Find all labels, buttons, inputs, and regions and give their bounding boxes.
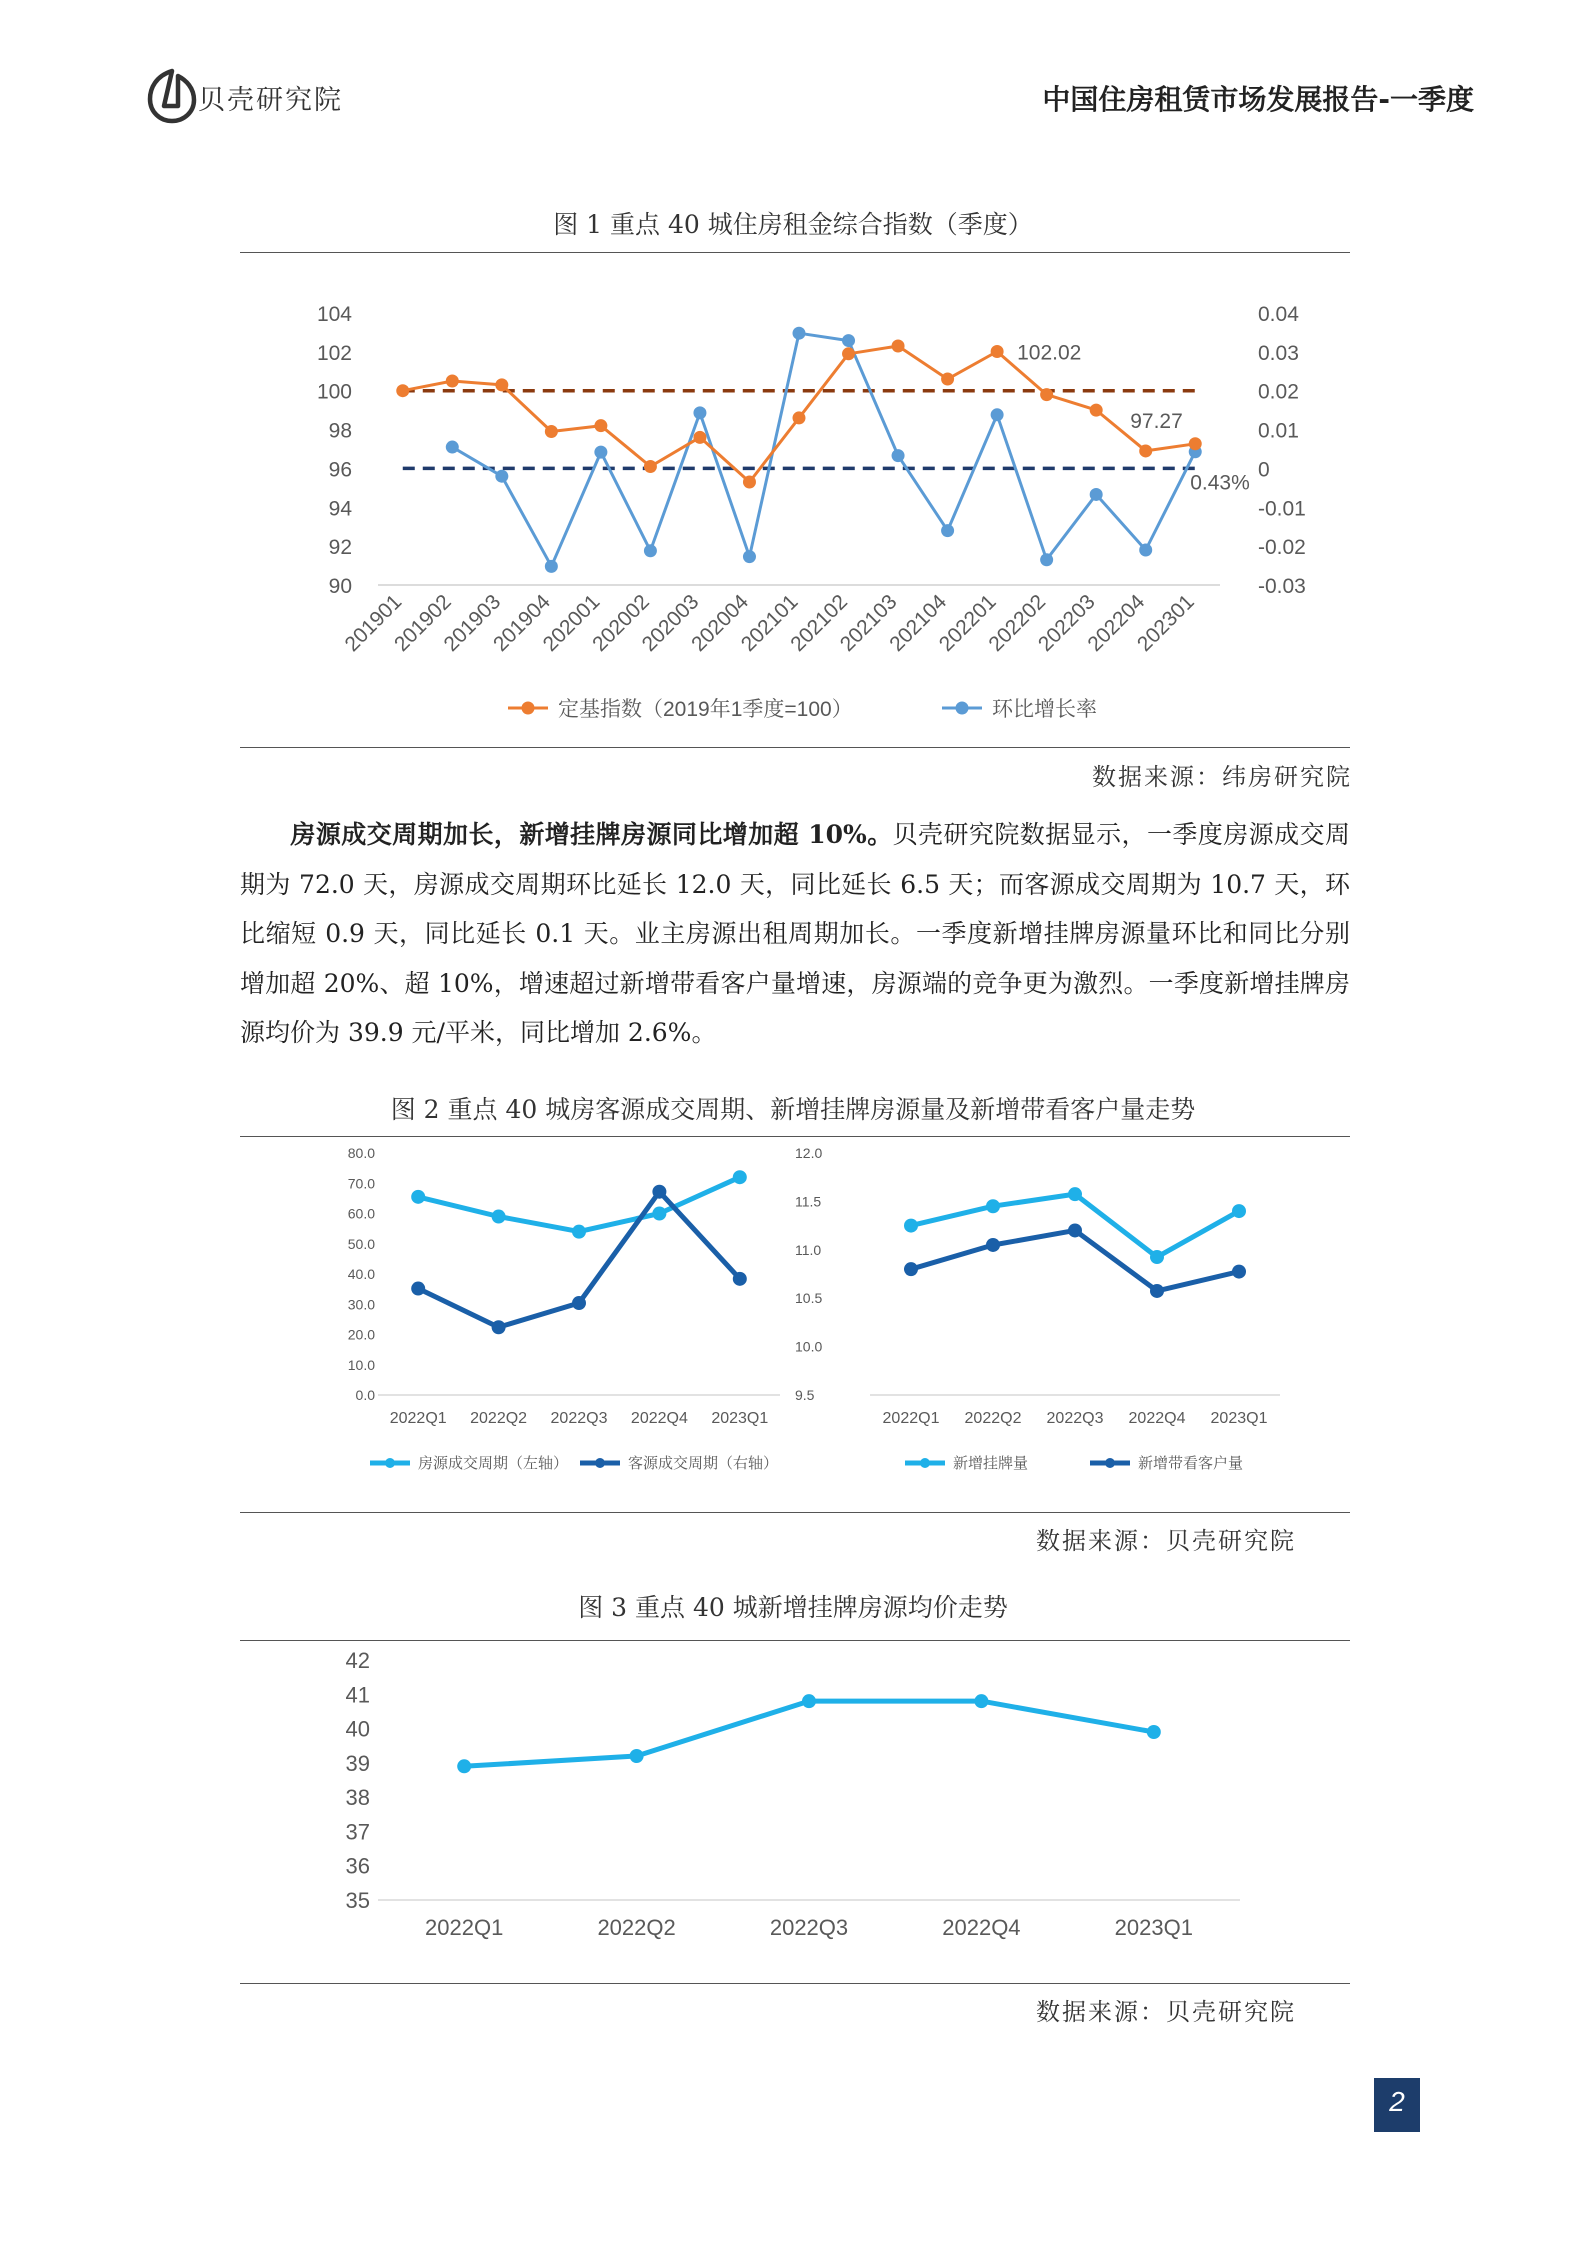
fig2-right-tick: 11.5: [795, 1193, 822, 1210]
fig1-rate-point: [793, 327, 806, 340]
fig2-right-x-tick: 2022Q4: [1128, 1410, 1186, 1427]
fig3-avg-price-point: [802, 1694, 816, 1708]
fig1-right-tick: -0.03: [1258, 575, 1306, 598]
fig2-right-tick: 12.0: [795, 1145, 823, 1161]
fig2-legend-label: 客源成交周期（右轴）: [628, 1455, 779, 1472]
fig2-left-tick: 40.0: [347, 1266, 375, 1282]
fig1-right-tick: 0: [1258, 458, 1270, 482]
fig2-new-listing-point: [986, 1199, 1000, 1213]
fig1-data-label: 0.43%: [1190, 471, 1250, 495]
fig2-house-cycle-point: [652, 1207, 666, 1221]
fig2-legend-marker: [920, 1458, 930, 1468]
fig3-x-tick: 2022Q4: [942, 1915, 1021, 1940]
fig2-left-x-tick: 2022Q2: [470, 1410, 528, 1427]
figure3-source: 数据来源：贝壳研究院: [1036, 1998, 1296, 2026]
fig3-avg-price-point: [974, 1694, 988, 1708]
fig2-legend-marker: [385, 1458, 395, 1468]
fig1-index-point: [594, 419, 607, 432]
figure3-bottom-rule: [240, 1983, 1350, 1984]
fig2-left-tick: 60.0: [347, 1205, 375, 1222]
fig1-x-tick: 201902: [390, 590, 456, 657]
fig2-left-tick: 10.0: [347, 1356, 375, 1373]
fig1-rate-point: [892, 449, 905, 462]
fig1-legend-label: 环比增长率: [992, 698, 1097, 721]
fig2-client-cycle-point: [733, 1272, 747, 1286]
fig1-right-tick: 0.04: [1258, 303, 1299, 326]
fig3-x-tick: 2022Q3: [769, 1915, 849, 1940]
fig1-rate-point: [594, 446, 607, 459]
fig1-legend-marker: [956, 702, 969, 715]
fig1-x-tick: 202201: [934, 590, 1001, 657]
figure1-source: 数据来源：纬房研究院: [1092, 763, 1352, 791]
fig1-legend-marker: [522, 702, 535, 715]
fig1-index-point: [743, 476, 756, 489]
fig2-legend-label: 新增挂牌量: [953, 1455, 1029, 1472]
fig1-index-point: [892, 340, 905, 353]
fig2-client-cycle-point: [572, 1296, 586, 1310]
fig1-right-tick: 0.01: [1258, 419, 1299, 443]
figure1-bottom-rule: [240, 747, 1350, 748]
fig1-data-label: 102.02: [1017, 341, 1082, 365]
fig1-index-point: [446, 375, 459, 388]
fig2-right-tick: 9.5: [795, 1387, 815, 1403]
fig2-new-viewer-point: [1232, 1265, 1246, 1279]
fig2-right-x-tick: 2023Q1: [1210, 1410, 1268, 1427]
fig2-legend-label: 房源成交周期（左轴）: [418, 1455, 569, 1472]
fig2-house-cycle-point: [492, 1210, 506, 1224]
fig1-x-tick: 202004: [687, 590, 754, 657]
fig3-y-tick: 40: [345, 1716, 370, 1742]
fig2-right-x-tick: 2022Q1: [882, 1410, 940, 1427]
fig1-rate-point: [495, 470, 508, 483]
figure1-title: 图 1 重点 40 城住房租金综合指数（季度）: [553, 210, 1033, 239]
fig1-x-tick: 202002: [588, 590, 654, 657]
fig1-left-tick: 90: [328, 575, 352, 598]
figure3-top-rule: [240, 1640, 1350, 1641]
fig3-y-tick: 38: [345, 1785, 370, 1811]
fig1-data-label: 97.27: [1130, 409, 1183, 433]
fig1-rate-point: [644, 544, 657, 557]
fig2-house-cycle-point: [411, 1190, 425, 1204]
fig1-rate-point: [693, 406, 706, 419]
fig3-avg-price-point: [630, 1749, 644, 1763]
fig1-right-tick: -0.02: [1258, 536, 1306, 560]
report-title: 中国住房租赁市场发展报告-一季度: [1042, 83, 1474, 116]
figure2-bottom-rule: [240, 1512, 1350, 1513]
fig3-avg-price-point: [1147, 1725, 1161, 1739]
logo-icon: [142, 66, 202, 126]
fig2-left-tick: 30.0: [347, 1296, 375, 1313]
fig1-left-tick: 104: [316, 303, 352, 326]
fig2-new-listing-point: [904, 1219, 918, 1233]
fig2-left-tick: 80.0: [347, 1145, 375, 1161]
fig1-left-tick: 94: [328, 497, 352, 521]
fig1-rate-point: [941, 524, 954, 537]
fig1-left-tick: 96: [328, 458, 352, 482]
body-paragraph: [240, 810, 1350, 1058]
fig1-index-point: [1090, 404, 1103, 417]
fig1-right-tick: -0.01: [1258, 497, 1306, 521]
figure2-top-rule: [240, 1136, 1350, 1137]
fig3-y-tick: 37: [345, 1819, 370, 1845]
fig3-x-tick: 2022Q2: [597, 1915, 676, 1940]
fig3-y-tick: 36: [345, 1853, 370, 1879]
fig1-x-tick: 201901: [340, 590, 407, 657]
fig1-index-point: [693, 431, 706, 444]
fig1-x-tick: 202101: [736, 590, 803, 657]
fig2-left-tick: 50.0: [347, 1235, 375, 1252]
fig1-index-point: [941, 373, 954, 386]
fig1-rate-point: [1040, 553, 1053, 566]
fig2-new-viewer-point: [986, 1238, 1000, 1252]
figure1-chart: [240, 260, 1350, 740]
fig2-right-tick: 10.0: [795, 1338, 823, 1355]
fig2-client-cycle-point: [492, 1320, 506, 1334]
fig1-rate-point: [545, 560, 558, 573]
fig1-right-tick: 0.02: [1258, 380, 1299, 404]
fig2-new-listing-point: [1150, 1250, 1164, 1264]
fig2-new-viewer-point: [904, 1262, 918, 1276]
fig2-right-x-tick: 2022Q3: [1046, 1410, 1104, 1427]
fig1-rate-point: [1139, 544, 1152, 557]
fig1-index-point: [1040, 388, 1053, 401]
fig1-index-point: [396, 384, 409, 397]
fig2-house-cycle-point: [572, 1225, 586, 1239]
fig1-legend-label: 定基指数（2019年1季度=100）: [558, 698, 853, 721]
fig3-y-tick: 35: [345, 1888, 370, 1913]
fig2-right-tick: 10.5: [795, 1290, 823, 1307]
fig3-x-tick: 2023Q1: [1114, 1915, 1193, 1940]
fig3-y-tick: 41: [345, 1682, 370, 1708]
fig1-rate-point: [743, 550, 756, 563]
fig1-x-tick: 202301: [1132, 590, 1199, 657]
fig1-left-tick: 98: [328, 419, 352, 443]
fig2-client-cycle-point: [652, 1185, 666, 1199]
fig2-house-cycle-point: [733, 1170, 747, 1184]
fig2-right-x-tick: 2022Q2: [964, 1410, 1022, 1427]
fig3-x-tick: 2022Q1: [425, 1915, 504, 1940]
paragraph-lead: 房源成交周期加长，新增挂牌房源同比增加超 10%。: [290, 820, 893, 849]
fig2-left-x-tick: 2022Q4: [630, 1410, 688, 1427]
fig1-rate-point: [446, 441, 459, 454]
fig2-left-x-tick: 2022Q3: [550, 1410, 608, 1427]
fig1-x-tick: 202104: [885, 590, 952, 657]
fig2-legend-marker: [595, 1458, 605, 1468]
fig1-index-point: [644, 460, 657, 473]
figure3-chart: [240, 1645, 1350, 1945]
fig1-x-tick: 201904: [489, 590, 555, 657]
fig3-avg-price-line: [464, 1701, 1154, 1766]
fig1-left-tick: 92: [328, 536, 352, 560]
fig1-index-point: [495, 378, 508, 391]
fig2-right-tick: 11.0: [795, 1241, 822, 1258]
fig2-left-tick: 0.0: [355, 1387, 375, 1403]
fig1-left-tick: 102: [316, 341, 352, 365]
fig1-rate-point: [991, 408, 1004, 421]
page-number: 2: [1389, 2086, 1405, 2117]
fig2-new-viewer-point: [1068, 1223, 1082, 1237]
fig2-left-x-tick: 2022Q1: [389, 1410, 447, 1427]
fig1-x-tick: 201903: [439, 590, 506, 657]
fig1-x-tick: 202003: [637, 590, 704, 657]
fig1-x-tick: 202204: [1083, 590, 1150, 657]
fig2-legend-marker: [1105, 1458, 1115, 1468]
figure1-top-rule: [240, 252, 1350, 253]
fig2-left-tick: 20.0: [347, 1326, 375, 1343]
fig1-x-tick: 202102: [786, 590, 853, 657]
fig1-index-point: [842, 347, 855, 360]
logo-text: 贝壳研究院: [198, 85, 343, 116]
fig2-legend-label: 新增带看客户量: [1138, 1455, 1244, 1472]
fig2-client-cycle-point: [411, 1282, 425, 1296]
fig1-x-tick: 202202: [984, 590, 1051, 657]
fig1-x-tick: 202001: [538, 590, 605, 657]
fig1-rate-point: [842, 334, 855, 347]
figure2-chart: [240, 1140, 1350, 1485]
fig1-index-point: [793, 411, 806, 424]
fig2-left-x-tick: 2023Q1: [711, 1410, 769, 1427]
fig3-y-tick: 39: [345, 1750, 370, 1776]
fig1-x-tick: 202103: [835, 590, 902, 657]
fig1-index-point: [1139, 444, 1152, 457]
figure2-title: 图 2 重点 40 城房客源成交周期、新增挂牌房源量及新增带看客户量走势: [390, 1095, 1196, 1124]
fig1-left-tick: 100: [316, 380, 352, 404]
fig2-new-viewer-point: [1150, 1284, 1164, 1298]
fig1-right-tick: 0.03: [1258, 341, 1299, 365]
fig2-new-listing-point: [1232, 1204, 1246, 1218]
figure2-source: 数据来源：贝壳研究院: [1036, 1527, 1296, 1555]
fig1-rate-point: [1090, 488, 1103, 501]
figure3-title: 图 3 重点 40 城新增挂牌房源均价走势: [578, 1593, 1008, 1622]
fig3-y-tick: 42: [345, 1648, 370, 1673]
fig2-left-tick: 70.0: [347, 1175, 375, 1192]
fig1-rate-line: [452, 333, 1195, 566]
fig1-index-point: [991, 345, 1004, 358]
fig3-avg-price-point: [457, 1759, 471, 1773]
fig2-new-listing-point: [1068, 1187, 1082, 1201]
paragraph-body: 贝壳研究院数据显示，一季度房源成交周期为 72.0 天，房源成交周期环比延长 12.0 天，同比延长 6.5 天；而客源成交周期为 10.7 天，环比缩短 0.9 天，同比延长 0.1 天。业主房源出租周期加长。一季度新增挂牌房源量环比和同比分别增加超 20%、超 10%，增速超过新增带看客户量增速，房源端的竞争更为激烈。一季度新增挂牌房源均价为 39.9 元/平米，同比增加 2.6%。: [240, 820, 1350, 1047]
fig1-x-tick: 202203: [1033, 590, 1100, 657]
fig1-index-point: [1189, 437, 1202, 450]
fig1-index-point: [545, 425, 558, 438]
